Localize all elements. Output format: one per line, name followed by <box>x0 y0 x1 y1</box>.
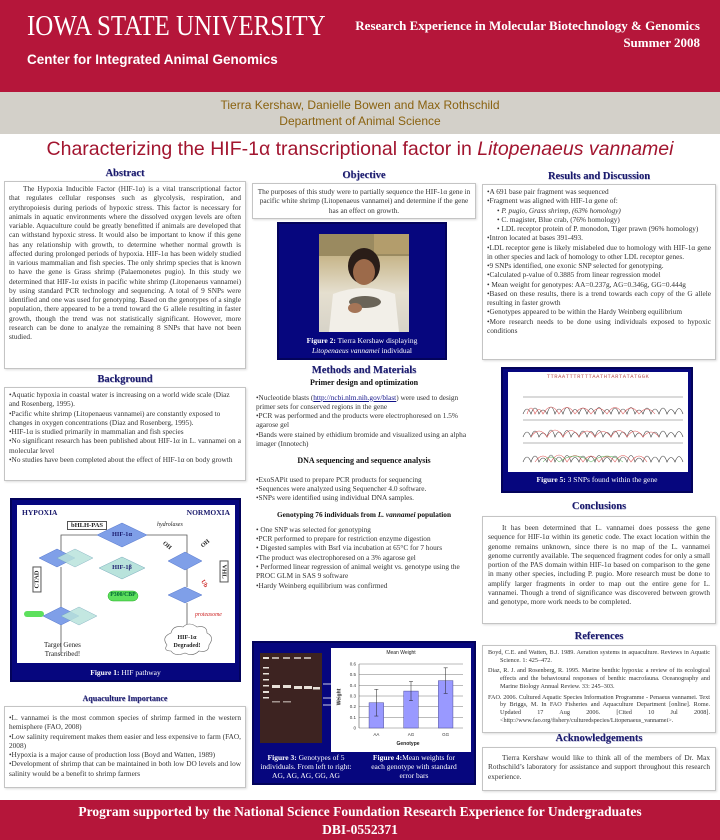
aquaculture-item: •Development of shrimp that can be maintained in both low DO levels and low salinity would be a benefit to shrimp farmers <box>9 759 241 778</box>
program-title <box>355 17 700 51</box>
genotyping-heading-species: L. vannamei <box>377 509 416 519</box>
figure4-caption-text: Mean weights for each genotype with standard error bars <box>371 753 457 780</box>
references-list <box>482 645 716 733</box>
primer-heading: Primer design and optimization <box>309 378 419 388</box>
chromatogram-image <box>508 372 688 472</box>
conclusions-heading: Conclusions <box>571 501 627 512</box>
sequencing-list <box>252 475 476 503</box>
footer-banner <box>0 800 720 840</box>
target-genes-label <box>44 641 81 659</box>
figure5-chromatogram <box>501 367 693 493</box>
genotyping-item: • Performed linear regression of animal weight vs. genotype using the PROC GLM in SAS 9 software <box>256 562 460 581</box>
figure1-caption-text: HIF pathway <box>119 667 161 677</box>
acknowledgements-section <box>482 733 716 791</box>
acknowledgements-heading: Acknowledgements <box>555 733 643 744</box>
header-banner <box>0 0 720 92</box>
aquaculture-item: •Hypoxia is a major cause of production loss (Boyd and Watten, 1989) <box>9 750 216 759</box>
figure1-hif-pathway <box>10 498 241 682</box>
gel-image <box>260 653 322 743</box>
normoxia-label: NORMOXIA <box>186 508 230 517</box>
target-line2: Transcribed! <box>44 650 81 658</box>
results-item: •Intron located at bases 391-493. <box>487 233 583 243</box>
references-section <box>482 631 716 733</box>
results-item: •Genotypes appeared to be within the Hardy Weinberg equilibrium <box>487 307 683 317</box>
poster-title <box>0 138 720 161</box>
p300-cbp-node: P300/CBP <box>110 592 136 598</box>
genotyping-heading <box>252 510 476 519</box>
aquaculture-item: •Low salinity requirement makes them easier and less expensive to farm (FAO, 2008) <box>9 731 241 750</box>
oh-label-right: OH <box>200 538 212 550</box>
hypoxia-label: HYPOXIA <box>22 508 58 517</box>
svg-text:0.3: 0.3 <box>349 693 356 699</box>
hif1a-node: HIF-1α <box>112 531 132 538</box>
genotyping-list <box>252 525 476 590</box>
objective-text: The purposes of this study were to partially sequence the HIF-1α gene in pacific white shrimp (Litopenaeus vannamei) and determine if the gene has an effect on growth. <box>252 183 476 219</box>
genotyping-heading-b: population <box>415 509 452 519</box>
svg-text:0.4: 0.4 <box>349 682 356 688</box>
sequencing-item: •SNPs were identified using individual DNA samples. <box>256 493 415 503</box>
primer-list <box>252 393 476 449</box>
figure2-photo <box>277 222 447 360</box>
footer-line1: Program supported by the National Science Foundation Research Experience for Undergraduates <box>78 804 642 819</box>
ub-label: Ub <box>199 579 209 589</box>
results-subitem-text: P. pugio, Grass shrimp, (63% homology) <box>501 205 621 215</box>
chromatogram-traces <box>508 372 688 472</box>
results-subitem-text: C. magister, Blue crab, (76% homology) <box>501 214 620 224</box>
footer-grant-number: DBI-0552371 <box>322 822 398 837</box>
figure3-caption-text: Genotypes of 5 individuals. From left to right: AG, AG, AG, GG, AG <box>260 753 352 780</box>
results-heading: Results and Discussion <box>547 171 651 182</box>
svg-text:0.1: 0.1 <box>349 714 356 720</box>
svg-text:0.6: 0.6 <box>349 661 356 667</box>
results-section <box>482 171 716 360</box>
chart-xlabel: Genotype <box>396 741 420 747</box>
results-item: •A 691 base pair fragment was sequenced <box>487 187 609 196</box>
genotyping-item: •PCR performed to prepare for restriction enzyme digestion <box>256 534 431 544</box>
figure3-4-panel <box>252 641 476 785</box>
abstract-heading: Abstract <box>105 168 145 179</box>
methods-section <box>252 366 476 590</box>
figure2-caption-tail: individual <box>379 345 412 355</box>
results-item: •Fragment was aligned with HIF-1α gene of: <box>487 196 618 206</box>
svg-text:0.5: 0.5 <box>349 672 356 678</box>
primer-item: •PCR was performed and the products were electrophoresed on 1.5% agarose gel <box>256 411 458 430</box>
results-subitem-text: LDL receptor protein of P. monodon, Tiger prawn (96% homology) <box>501 224 699 233</box>
researcher-image <box>319 234 409 332</box>
background-item: •No studies have been completed about the effect of HIF-1α on body growth <box>9 454 233 464</box>
results-item: •More research needs to be done using individuals exposed to hypoxic conditions <box>487 316 711 335</box>
vhl-label: VHL <box>220 560 229 582</box>
figure4-caption <box>366 753 462 780</box>
ncbi-blast-link[interactable]: http://ncbi.nlm.nih.gov/blast <box>313 392 397 402</box>
chart-ylabel: Weight <box>336 688 343 706</box>
primer-item <box>256 393 476 402</box>
researcher-photo <box>319 234 409 332</box>
results-subitem: • LDL receptor protein of P. monodon, Tiger prawn (96% homology) <box>497 224 699 233</box>
results-list <box>482 184 716 360</box>
figure4-caption-label: Figure 4: <box>372 753 403 762</box>
primer-item: •Bands were stained by ethidium bromide and visualized using an alpha imager (Innotech) <box>256 429 467 449</box>
background-heading: Background <box>97 374 153 385</box>
ctad-label: CTAD <box>32 567 41 593</box>
background-list <box>4 387 246 481</box>
sequencing-item: •ExoSAPit used to prepare PCR products for sequencing <box>256 474 422 484</box>
reference-item: FAO. 2006. Cultured Aquatic Species Information Programme - Penaeus vannamei. Text by Briggs, M. In FAO Fisheries and Aquaculture Department [online]. Rome. Updated 17 Aug 2006. [Cited 10 Jul 2008]. <http://www.fao.org/fishery/culturedspecies/Litopenaeus_vannamei>. <box>488 693 710 724</box>
figure2-caption <box>279 336 445 355</box>
results-item: •9 SNPs identified, one exonic SNP selected for genotyping. <box>487 261 664 270</box>
abstract-text: The Hypoxia Inducible Factor (HIF-1α) is a vital transcriptional factor that regulates cellular responses such as glycolysis, respiration, and erythropoiesis during periods of hypoxic stress. This factor is necessary for animals in aquatic environments where the dissolved oxygen levels are often variable. Aquaculture could be greatly benefitted if animals are developed that can withstand hypoxic stress. It would also be important to know if this gene has any relationship with growth, to determine whether normal growth is affected during prolonged periods of hypoxia. HIF-1α has been widely studied in various mammalian and fish species. The only shrimp species that is known to have the gene is Grass shrimp (Palaemonetes pugio). In this study we determined that HIF-1α exists in pacific white shrimp (Litopenaeus vannamei) by using standard PCR technology and sequencing. A total of 9 SNPs were identified and one was used for genotyping. Based on the genotypes of a single population, there appeared to be a trend toward the G allele resulting in faster growth, though the trend was not statistically significant. However, more research can be done to analyze the remaining 8 SNPs that have not been studied. <box>4 181 246 369</box>
genotyping-item: •Hardy Weinberg equilibrium was confirmed <box>256 580 388 590</box>
bhlh-pas-label: bHLH-PAS <box>67 521 107 530</box>
gel-bands <box>260 653 322 743</box>
sequencing-heading: DNA sequencing and sequence analysis <box>297 456 431 466</box>
conclusions-section <box>482 501 716 624</box>
results-item: •LDL receptor gene is likely mislabeled due to homology with HIF-1α gene in other species and lack of homology to other LDL receptor genes. <box>487 242 711 261</box>
author-names: Tierra Kershaw, Danielle Bowen and Max Rothschild <box>220 98 500 112</box>
chart-title: Mean Weight <box>386 650 416 656</box>
conclusions-text: It has been determined that L. vannamei does possess the gene sequence for HIF-1α within its genetic code. The exact location within the genome remains unknown, since there is no map of the L. vannamei genome currently available. The sequenced fragment codes for only a small portion of the PAS domain within HIF-1α based on comparison to the gene in many other species, including P. pugio. More research must be done to amplify larger fragments in order to map out the entire gene for L. vannamei. Though a trend of significance was discovered between growth and genotype, more work needs to be completed. <box>482 516 716 624</box>
references-heading: References <box>574 631 624 642</box>
figure1-caption <box>12 668 239 678</box>
degraded-line2: Degraded! <box>173 643 201 649</box>
genotyping-item: • One SNP was selected for genotyping <box>256 524 371 534</box>
figure2-caption-label: Figure 2: <box>306 336 336 345</box>
figure5-caption-text: 3 SNPs found within the gene <box>565 475 658 484</box>
reference-item: Diaz, R. J. and Rosenberg, R. 1995. Marine benthic hypoxia: a review of its ecological effects and the behavioural responses of benthic macrofauna. Oceanography and Marine Biology Annual Review. 33: 245–303. <box>488 667 710 690</box>
hif1b-node: HIF-1β <box>112 564 132 571</box>
proteasome-label: proteasome <box>195 612 222 618</box>
reference-item: Boyd, C.E. and Watten, B.J. 1989. Aeration systems in aquaculture. Reviews in Aquatic Science. 1: 425–472. <box>488 649 710 664</box>
degraded-line1: HIF-1α <box>177 635 197 641</box>
hif-pathway-diagram <box>17 505 235 663</box>
mean-weight-chart <box>331 648 471 752</box>
genotyping-heading-a: Genotyping 76 individuals from <box>276 509 378 519</box>
background-item: •Aquatic hypoxia in coastal water is increasing on a world wide scale (Diaz and Rosenberg, 1995). <box>9 390 230 409</box>
results-item: •Based on these results, there is a trend towards each copy of the G allele resulting in faster growth <box>487 288 711 307</box>
hydrolases-label: hydrolases <box>157 522 183 528</box>
figure3-caption <box>258 753 354 780</box>
figure2-caption-species: Litopenaeus vannamei <box>312 345 380 355</box>
aquaculture-heading: Aquaculture Importance <box>82 694 168 703</box>
university-logo: IOWA STATE UNIVERSITY <box>27 10 326 42</box>
bar-chart-svg <box>331 648 471 752</box>
svg-text:AG: AG <box>407 732 415 737</box>
department: Department of Animal Science <box>279 114 441 128</box>
figure2-caption-text: Tierra Kershaw displaying <box>335 336 418 345</box>
degraded-label <box>169 634 205 650</box>
acknowledgements-text: Tierra Kershaw would like to think all of the members of Dr. Max Rothschild’s laboratory for assistance and support throughout this research experience. <box>482 747 716 791</box>
sequence-text: TTRAATTTRTTTAATHTARTATATGGK <box>546 373 650 380</box>
objective-section <box>252 170 476 219</box>
title-main: Characterizing the HIF-1α transcriptional factor in <box>46 138 478 160</box>
svg-text:AA: AA <box>373 732 380 737</box>
abstract-section <box>4 168 246 369</box>
aquaculture-list <box>4 706 246 788</box>
aquaculture-section <box>4 694 246 788</box>
methods-heading: Methods and Materials <box>311 365 417 376</box>
title-species: Litopenaeus vannamei <box>477 138 674 160</box>
svg-text:0.2: 0.2 <box>349 704 356 710</box>
center-name: Center for Integrated Animal Genomics <box>27 52 278 67</box>
results-item: • Mean weight for genotypes: AA=0.237g, AG=0.346g, GG=0.444g <box>487 279 686 289</box>
primer-item-text: ) were used to design <box>396 392 459 402</box>
results-item: •Calculated p-value of 0.3885 from linear regression model <box>487 270 661 280</box>
genotyping-item: •The product was electrophoresed on a 3% agarose gel <box>256 552 416 562</box>
program-line2: Summer 2008 <box>623 35 700 50</box>
aquaculture-item: •L. vannamei is the most common species of shrimp farmed in the western hemisphere (FAO, 2008) <box>9 713 241 732</box>
background-item: •Pacific white shrimp (Litopenaeus vannamei) are constantly exposed to changes in oxygen concentrations (Diaz and Rosenberg, 1995). <box>9 408 221 427</box>
svg-text:0: 0 <box>353 725 356 731</box>
svg-text:GG: GG <box>442 732 450 737</box>
genotyping-item: • Digested samples with BsrI via incubation at 65°C for 7 hours <box>256 543 443 553</box>
background-section <box>4 374 246 481</box>
target-line1: Target Genes <box>44 641 81 649</box>
background-item: •HIF-1α is studied primarily in mammalian and fish species <box>9 427 184 436</box>
objective-heading: Objective <box>342 170 386 181</box>
background-item: •No significant research has been published about HIF-1α in L. vannamei on a molecular level <box>9 436 241 455</box>
primer-item-text: •Nucleotide blasts ( <box>256 392 314 402</box>
oh-label-left: OH <box>161 540 173 552</box>
figure1-caption-label: Figure 1: <box>90 667 120 677</box>
results-subitem: • P. pugio, Grass shrimp, (63% homology) <box>497 205 621 215</box>
sequencing-item: •Sequences were analyzed using Sequencher 4.0 software. <box>256 483 427 493</box>
program-line1: Research Experience in Molecular Biotechnology & Genomics <box>355 18 700 33</box>
figure3-caption-label: Figure 3: <box>267 753 297 762</box>
primer-item: primer sets for conserved regions in the gene <box>256 401 388 411</box>
figure5-caption <box>503 475 691 485</box>
figure5-caption-label: Figure 5: <box>536 475 566 484</box>
authors-band <box>0 92 720 134</box>
results-subitem: • C. magister, Blue crab, (76% homology) <box>497 214 620 224</box>
